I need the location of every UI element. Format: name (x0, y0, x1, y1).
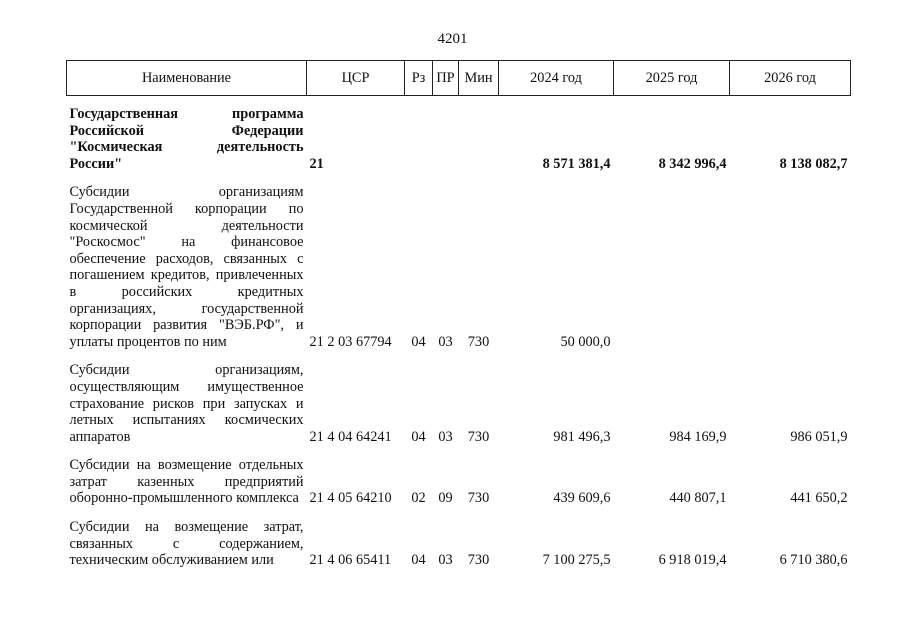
row-name (67, 354, 307, 449)
table-row (67, 96, 851, 177)
header-rz: Рз (405, 61, 433, 96)
table-row (67, 354, 851, 449)
row-min: 730 (467, 333, 490, 350)
row-2025: 8 342 996,4 (658, 155, 727, 172)
row-name (67, 96, 307, 177)
header-2025: 2025 год (614, 61, 730, 96)
table-body (67, 96, 851, 573)
row-csr: 21 (309, 155, 324, 172)
row-rz: 04 (411, 428, 426, 445)
row-csr: 21 4 05 64210 (309, 490, 392, 507)
row-2026: 6 710 380,6 (779, 552, 848, 569)
row-pr: 09 (438, 490, 453, 507)
page-number: 4201 (437, 31, 468, 47)
row-name-text: Государственная программа Российской Федерации "Космическая деятельность России" (69, 106, 304, 172)
row-2024: 981 496,3 (553, 428, 611, 445)
row-rz (405, 96, 433, 177)
table-row (67, 176, 851, 354)
row-2026: 8 138 082,7 (779, 155, 848, 172)
row-2025 (614, 176, 730, 354)
row-2026: 986 051,9 (790, 428, 848, 445)
row-2024: 439 609,6 (553, 490, 611, 507)
row-min: 730 (467, 552, 490, 569)
row-name-text: Субсидии организациям Государственной корпорации по космической деятельности "Роскосмос" на финансовое обеспечение расходов, связанных с погашением кредитов, привлеченных в российских кредитных организациях, государственной корпорации развития "ВЭБ.РФ", и уплаты процентов по ним (69, 184, 304, 350)
header-2026: 2026 год (730, 61, 851, 96)
row-pr: 03 (438, 552, 453, 569)
row-2024: 7 100 275,5 (542, 552, 611, 569)
row-rz: 04 (411, 552, 426, 569)
row-2026 (730, 176, 851, 354)
header-name: Наименование (67, 61, 307, 96)
row-name (67, 176, 307, 354)
row-csr: 21 2 03 67794 (309, 333, 392, 350)
row-pr: 03 (438, 428, 453, 445)
row-csr: 21 4 04 64241 (309, 428, 392, 445)
row-name-text: Субсидии на возмещение затрат, связанных с содержанием, техническим обслуживанием или (69, 519, 304, 569)
budget-table (66, 60, 851, 573)
row-name (67, 511, 307, 573)
row-min: 730 (467, 428, 490, 445)
row-pr: 03 (438, 333, 453, 350)
row-2024: 8 571 381,4 (542, 155, 611, 172)
row-name-text: Субсидии на возмещение отдельных затрат казенных предприятий оборонно-промышленного комплекса (69, 457, 304, 507)
row-name (67, 449, 307, 511)
row-rz: 02 (411, 490, 426, 507)
table-row (67, 449, 851, 511)
header-2024: 2024 год (499, 61, 614, 96)
row-2026: 441 650,2 (790, 490, 848, 507)
row-name-text: Субсидии организациям, осуществляющим имущественное страхование рисков при запусках и летных испытаниях космических аппаратов (69, 362, 304, 445)
row-min: 730 (467, 490, 490, 507)
row-2024: 50 000,0 (560, 333, 611, 350)
row-2025: 6 918 019,4 (658, 552, 727, 569)
header-min: Мин (459, 61, 499, 96)
table-header (67, 61, 851, 96)
row-2025: 984 169,9 (669, 428, 727, 445)
row-2025: 440 807,1 (669, 490, 727, 507)
table-row (67, 511, 851, 573)
header-pr: ПР (433, 61, 459, 96)
row-min (459, 96, 499, 177)
row-csr: 21 4 06 65411 (309, 552, 392, 569)
row-rz: 04 (411, 333, 426, 350)
row-pr (433, 96, 459, 177)
header-csr: ЦСР (307, 61, 405, 96)
